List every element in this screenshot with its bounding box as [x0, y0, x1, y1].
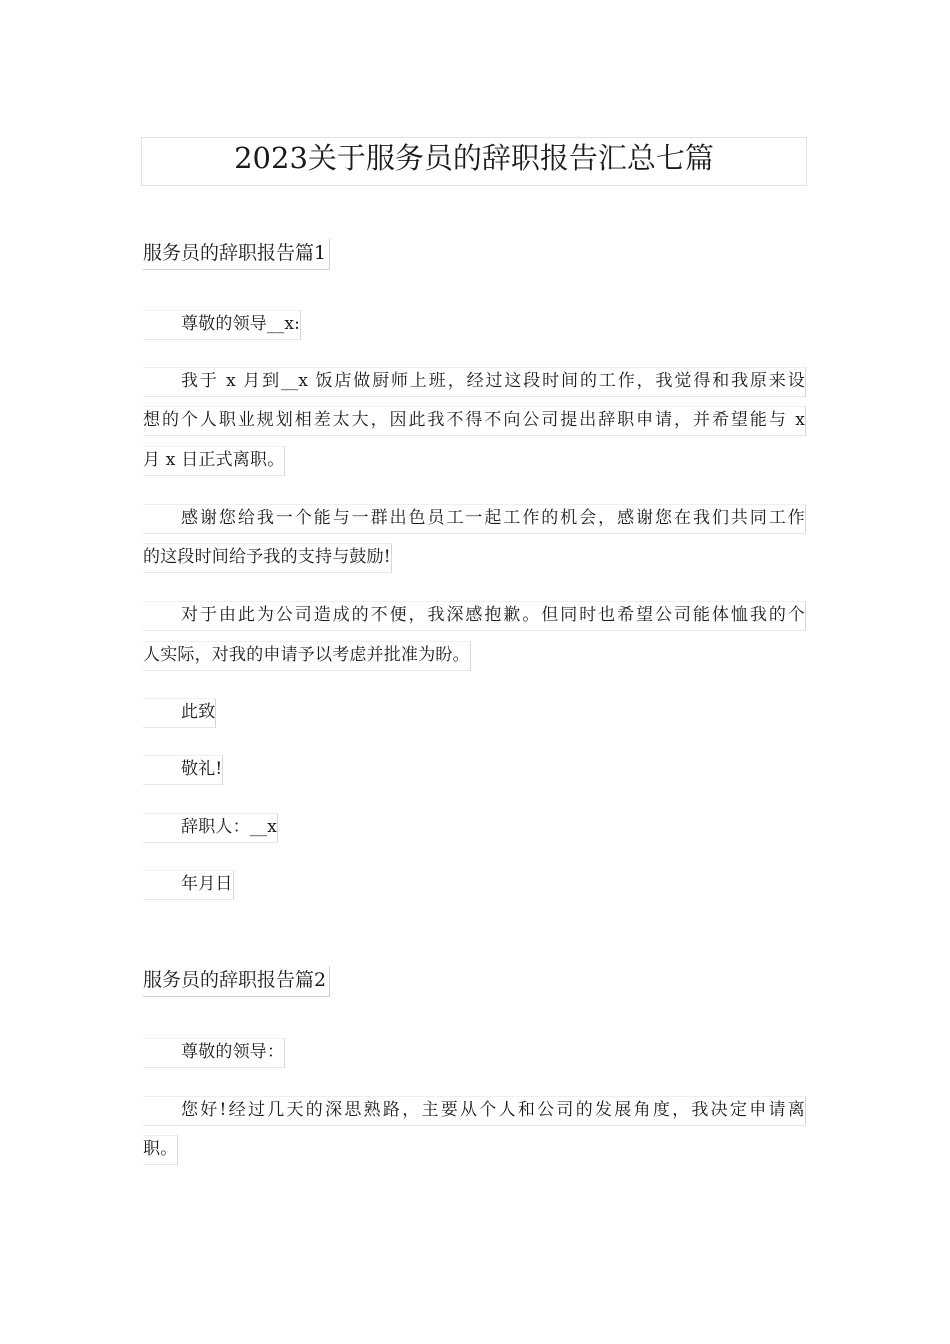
paragraph-1-line-1: 我于 x 月到__x 饭店做厨师上班，经过这段时间的工作，我觉得和我原来设: [143, 367, 806, 397]
signer-line: 辞职人：__x: [143, 813, 278, 843]
closing-line-2: 敬礼!: [143, 755, 223, 785]
paragraph-3-line-2: 人实际，对我的申请予以考虑并批准为盼。: [143, 641, 471, 671]
salutation-1: 尊敬的领导__x:: [143, 310, 301, 340]
section-heading-2: 服务员的辞职报告篇2: [143, 966, 330, 997]
salutation-2: 尊敬的领导：: [143, 1038, 285, 1068]
date-line: 年月日: [143, 870, 234, 900]
document-title: 2023关于服务员的辞职报告汇总七篇: [141, 137, 807, 186]
paragraph-4-line-1: 您好!经过几天的深思熟路，主要从个人和公司的发展角度，我决定申请离: [143, 1096, 806, 1126]
paragraph-2-line-1: 感谢您给我一个能与一群出色员工一起工作的机会，感谢您在我们共同工作: [143, 504, 806, 534]
closing-line-1: 此致: [143, 698, 216, 728]
paragraph-4-line-2: 职。: [143, 1135, 178, 1165]
section-heading-1: 服务员的辞职报告篇1: [143, 239, 330, 270]
paragraph-3-line-1: 对于由此为公司造成的不便，我深感抱歉。但同时也希望公司能体恤我的个: [143, 601, 806, 631]
paragraph-1-line-3: 月 x 日正式离职。: [143, 446, 285, 476]
paragraph-1-line-2: 想的个人职业规划相差太大，因此我不得不向公司提出辞职申请，并希望能与 x: [143, 406, 806, 436]
paragraph-2-line-2: 的这段时间给予我的支持与鼓励!: [143, 543, 392, 573]
